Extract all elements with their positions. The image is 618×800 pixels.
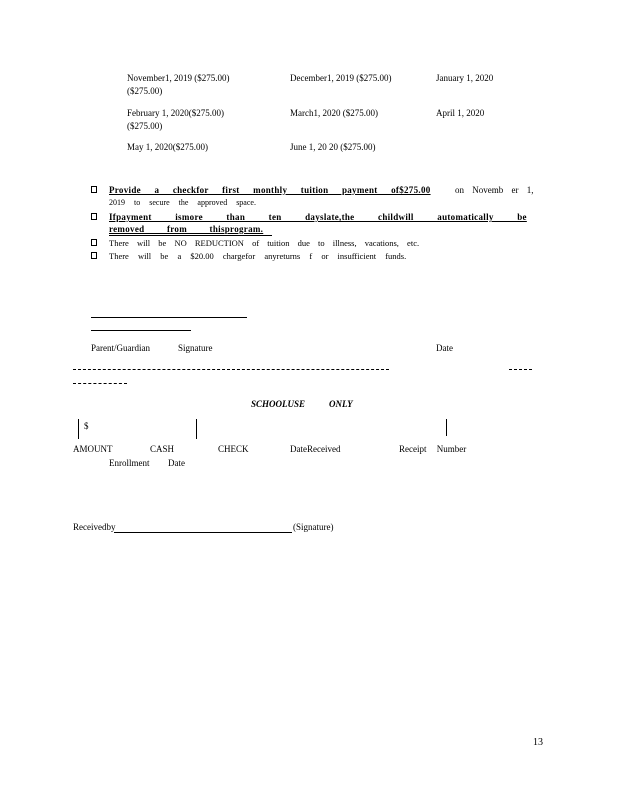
schedule-amount-jan: ($275.00) — [127, 86, 163, 96]
dashed-divider — [73, 369, 389, 370]
check-label: CHECK — [218, 444, 249, 454]
page-number: 13 — [533, 737, 543, 748]
field-divider — [78, 419, 79, 439]
policy-late-text: Ifpayment ismore than ten dayslate,the childwill automatically be — [109, 212, 527, 222]
policy-no-reduction: There will be NO REDUCTION of tuition due to illness, vacations, etc. — [109, 238, 420, 248]
field-divider — [196, 419, 197, 439]
schedule-date-mar: March1, 2020 ($275.00) — [290, 108, 378, 118]
received-by-label: Receivedby — [73, 522, 116, 532]
receipt-number-label: Receipt Number — [399, 444, 467, 454]
schedule-amount-apr: ($275.00) — [127, 121, 163, 131]
bullet-square-icon — [91, 186, 97, 193]
schedule-date-apr: April 1, 2020 — [436, 108, 485, 118]
bullet-square-icon — [91, 213, 97, 220]
schedule-date-dec: December1, 2019 ($275.00) — [290, 73, 392, 83]
field-divider — [446, 419, 447, 436]
policy-payment-line2: 2019 to secure the approved space. — [109, 198, 256, 207]
school-use-title: SCHOOLUSE — [251, 399, 306, 409]
dashed-divider-right — [509, 369, 532, 370]
signature-label: Signature — [178, 343, 213, 353]
enrollment-label: Enrollment — [109, 458, 150, 468]
cash-label: CASH — [150, 444, 175, 454]
dashed-divider-continued — [73, 383, 127, 384]
school-use-only: ONLY — [329, 399, 353, 409]
schedule-date-feb: February 1, 2020($275.00) — [127, 108, 224, 118]
schedule-date-may: May 1, 2020($275.00) — [127, 142, 208, 152]
underline-rule — [109, 235, 272, 236]
policy-payment-text: Provide a checkfor first monthly tuition payment of$275.00 — [109, 185, 431, 195]
schedule-date-jan: January 1, 2020 — [436, 73, 494, 83]
parent-guardian-label: Parent/Guardian — [91, 343, 150, 353]
received-signature-note: (Signature) — [293, 522, 334, 532]
date-received-label: DateReceived — [290, 444, 341, 454]
policy-payment-date: on Novemb er 1, — [455, 185, 534, 195]
signature-line-short — [91, 330, 191, 331]
signature-line — [91, 317, 247, 318]
date-label: Date — [436, 343, 453, 353]
policy-returns-fee: There will be a $20.00 chargefor anyreturns f or insufficient funds. — [109, 251, 407, 261]
received-signature-line — [114, 532, 292, 533]
policy-late-line2: removed from thisprogram. — [109, 224, 264, 234]
schedule-date-nov: November1, 2019 ($275.00) — [127, 73, 230, 83]
dollar-sign: $ — [84, 421, 89, 431]
schedule-date-jun: June 1, 20 20 ($275.00) — [290, 142, 376, 152]
bullet-square-icon — [91, 252, 97, 259]
amount-label: AMOUNT — [73, 444, 113, 454]
enrollment-date-label: Date — [168, 458, 185, 468]
bullet-square-icon — [91, 239, 97, 246]
